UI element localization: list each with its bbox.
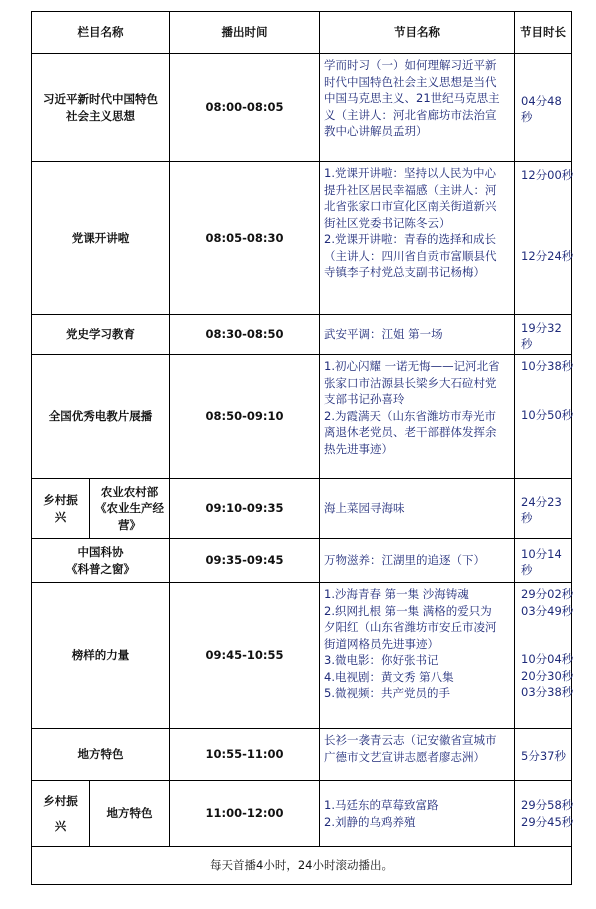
program-cell: 1.党课开讲啦：坚持以人民为中心 提升社区居民幸福感（主讲人：河 北省张家口市宣化区南关街道新兴 街社区党委书记陈冬云） 2.党课开讲啦：青春的选择和成长 （主讲人：四川省自贡市富顺县代 寺镇李子村党总支副书记杨梅） <box>320 162 515 315</box>
footer-row <box>32 847 572 885</box>
header-air-time: 播出时间 <box>170 12 320 54</box>
group-cell: 乡村振 兴 <box>32 479 90 539</box>
duration-cell: 5分37秒 <box>515 729 572 781</box>
table-row <box>32 54 572 162</box>
column-name-cell: 地方特色 <box>32 729 170 781</box>
duration-cell: 19分32秒 <box>515 315 572 355</box>
air-time-cell: 11:00-12:00 <box>170 781 320 847</box>
program-cell: 学而时习（一）如何理解习近平新 时代中国特色社会主义思想是当代 中国马克思主义、21世纪马克思主 义（主讲人：河北省廊坊市法治宣 教中心讲解员孟玥） <box>320 54 515 162</box>
column-name-cell: 农业农村部 《农业生产经 营》 <box>90 479 170 539</box>
duration-cell: 12分00秒 12分24秒 <box>515 162 572 315</box>
table-row <box>32 781 572 847</box>
table-row <box>32 479 572 539</box>
air-time-cell: 08:50-09:10 <box>170 355 320 479</box>
column-name-cell: 榜样的力量 <box>32 583 170 729</box>
header-duration: 节目时长 <box>515 12 572 54</box>
duration-cell: 24分23秒 <box>515 479 572 539</box>
air-time-cell: 10:55-11:00 <box>170 729 320 781</box>
program-cell: 万物滋养：江湖里的追逐（下） <box>320 539 515 583</box>
header-program-name: 节目名称 <box>320 12 515 54</box>
table-row <box>32 729 572 781</box>
header-column-name: 栏目名称 <box>32 12 170 54</box>
table-row <box>32 583 572 729</box>
duration-cell: 10分38秒 10分50秒 <box>515 355 572 479</box>
duration-cell: 04分48秒 <box>515 54 572 162</box>
air-time-cell: 08:00-08:05 <box>170 54 320 162</box>
table-row <box>32 355 572 479</box>
column-name-cell: 党史学习教育 <box>32 315 170 355</box>
footer-note: 每天首播4小时，24小时滚动播出。 <box>32 847 572 885</box>
column-name-cell: 习近平新时代中国特色 社会主义思想 <box>32 54 170 162</box>
table-row <box>32 315 572 355</box>
duration-cell: 29分58秒 29分45秒 <box>515 781 572 847</box>
program-cell: 武安平调：江姐 第一场 <box>320 315 515 355</box>
program-cell: 1.初心闪耀 一诺无悔——记河北省 张家口市沽源县长梁乡大石砬村党 支部书记孙喜玲 2.为霞满天（山东省潍坊市寿光市 离退休老党员、老干部群体发挥余 热先进事迹） <box>320 355 515 479</box>
column-name-cell: 全国优秀电教片展播 <box>32 355 170 479</box>
duration-cell: 10分14秒 <box>515 539 572 583</box>
air-time-cell: 08:05-08:30 <box>170 162 320 315</box>
program-cell: 海上菜园寻海味 <box>320 479 515 539</box>
program-cell: 长衫一袭青云志（记安徽省宣城市 广德市文艺宣讲志愿者廖志洲） <box>320 729 515 781</box>
air-time-cell: 09:35-09:45 <box>170 539 320 583</box>
column-name-cell: 中国科协 《科普之窗》 <box>32 539 170 583</box>
column-name-cell: 党课开讲啦 <box>32 162 170 315</box>
column-name-cell: 地方特色 <box>90 781 170 847</box>
air-time-cell: 08:30-08:50 <box>170 315 320 355</box>
air-time-cell: 09:10-09:35 <box>170 479 320 539</box>
group-cell: 乡村振 兴 <box>32 781 90 847</box>
duration-cell: 29分02秒 03分49秒 10分04秒 20分30秒 03分38秒 <box>515 583 572 729</box>
program-cell: 1.马廷东的草莓致富路 2.刘静的乌鸡养殖 <box>320 781 515 847</box>
schedule-table <box>31 11 572 885</box>
header-row <box>32 12 572 54</box>
table-row <box>32 539 572 583</box>
table-row <box>32 162 572 315</box>
program-cell: 1.沙海青春 第一集 沙海铸魂 2.织网扎根 第一集 满格的爱只为 夕阳红（山东省潍坊市安丘市凌河 街道网格员先进事迹） 3.微电影：你好张书记 4.电视剧：黄文秀 第八集 5.微视频：共产党员的手 <box>320 583 515 729</box>
air-time-cell: 09:45-10:55 <box>170 583 320 729</box>
